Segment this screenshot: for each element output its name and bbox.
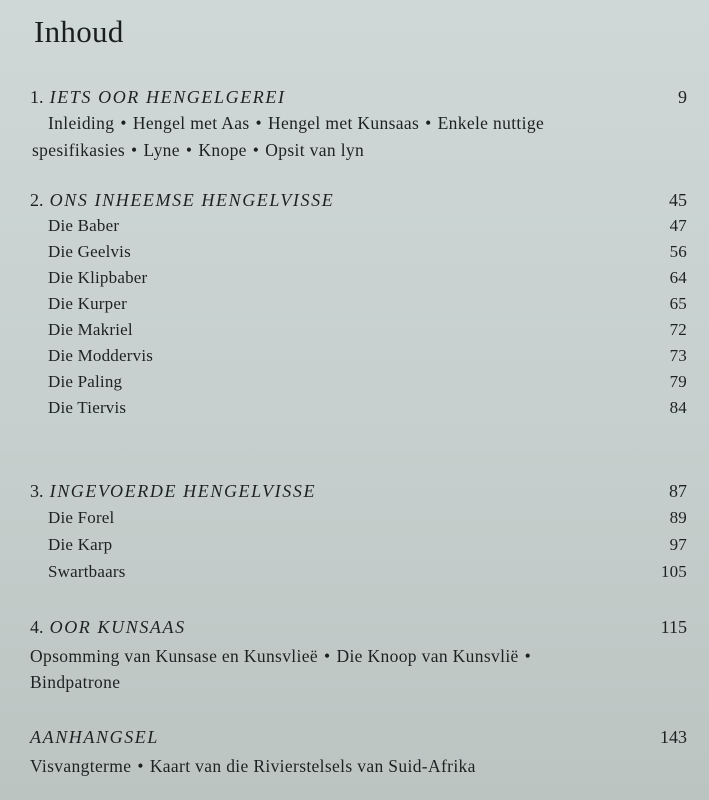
topic[interactable]: Kaart van die Rivierstelsels van Suid-Afrika xyxy=(149,756,476,776)
bullet-separator: • xyxy=(255,113,262,133)
entry-label: Die Tiervis xyxy=(48,398,127,417)
entry-page-number: 73 xyxy=(669,346,687,365)
entry-label: Die Baber xyxy=(48,216,120,235)
section-page-number: 115 xyxy=(660,617,687,637)
toc-entry[interactable] xyxy=(48,268,687,288)
section-title: OOR KUNSAAS xyxy=(49,617,186,637)
section-page-number: 45 xyxy=(669,190,687,210)
section-number: 3. xyxy=(30,481,44,501)
section-page-number: 9 xyxy=(678,87,687,107)
bullet-separator: • xyxy=(131,140,138,160)
entry-label: Swartbaars xyxy=(48,562,126,581)
topic[interactable]: Opsit van lyn xyxy=(265,140,365,160)
entry-page-number: 72 xyxy=(669,320,687,339)
section-title: AANHANGSEL xyxy=(30,727,160,747)
bullet-separator: • xyxy=(137,756,144,776)
section-title: IETS OOR HENGELGEREI xyxy=(49,87,286,107)
entry-label: Die Klipbaber xyxy=(48,268,148,287)
topic[interactable]: Hengel met Kunsaas xyxy=(268,113,420,133)
toc-entry[interactable] xyxy=(48,535,687,555)
entry-label: Die Forel xyxy=(48,508,115,527)
entry-page-number: 97 xyxy=(669,535,687,554)
toc-entry[interactable] xyxy=(48,562,687,582)
entry-page-number: 56 xyxy=(669,242,687,261)
entry-label: Die Kurper xyxy=(48,294,127,313)
entry-label: Die Paling xyxy=(48,372,123,391)
bullet-separator: • xyxy=(524,646,532,666)
page-title: Inhoud xyxy=(34,14,124,49)
section-title: ONS INHEEMSE HENGELVISSE xyxy=(49,190,335,210)
toc-entry[interactable] xyxy=(48,320,687,340)
entry-label: Die Geelvis xyxy=(48,242,131,261)
entry-page-number: 84 xyxy=(669,398,687,417)
section-page-number: 87 xyxy=(669,481,687,501)
section-page-number: 143 xyxy=(660,727,687,747)
topic-line xyxy=(30,669,120,695)
toc-entry[interactable] xyxy=(48,294,687,314)
toc-entry[interactable] xyxy=(48,242,687,262)
topic[interactable]: Knope xyxy=(198,140,247,160)
bullet-separator: • xyxy=(323,646,331,666)
topic[interactable]: Inleiding xyxy=(48,113,115,133)
section-number: 1. xyxy=(30,87,44,107)
entry-label: Die Karp xyxy=(48,535,113,554)
entry-page-number: 47 xyxy=(669,216,687,235)
entry-page-number: 79 xyxy=(669,372,687,391)
bullet-separator: • xyxy=(425,113,432,133)
section-number: 2. xyxy=(30,190,44,210)
bullet-separator: • xyxy=(120,113,127,133)
toc-entry[interactable] xyxy=(48,398,687,418)
section-heading[interactable] xyxy=(30,190,687,211)
section-heading[interactable] xyxy=(30,727,687,748)
section-heading[interactable] xyxy=(30,87,687,108)
section-number: 4. xyxy=(30,617,44,637)
entry-page-number: 65 xyxy=(669,294,687,313)
topic-line xyxy=(30,643,537,669)
topic[interactable]: Opsomming van Kunsase en Kunsvlieë xyxy=(30,646,318,666)
toc-entry[interactable] xyxy=(48,508,687,528)
topic-line xyxy=(30,753,476,779)
topic[interactable]: Bindpatrone xyxy=(30,672,121,692)
section-heading[interactable] xyxy=(30,481,687,502)
entry-label: Die Moddervis xyxy=(48,346,154,365)
toc-entry[interactable] xyxy=(48,346,687,366)
entry-page-number: 105 xyxy=(660,562,687,581)
bullet-separator: • xyxy=(252,140,260,160)
topic[interactable]: spesifikasies xyxy=(32,140,126,160)
topic[interactable]: Hengel met Aas xyxy=(132,113,250,133)
entry-page-number: 89 xyxy=(669,508,687,527)
entry-label: Die Makriel xyxy=(48,320,133,339)
topic[interactable]: Enkele nuttige xyxy=(437,113,545,133)
topic[interactable]: Visvangterme xyxy=(30,756,132,776)
toc-entry[interactable] xyxy=(48,372,687,392)
toc-entry[interactable] xyxy=(48,216,687,236)
topic[interactable]: Die Knoop van Kunsvlië xyxy=(336,646,519,666)
section-title: INGEVOERDE HENGELVISSE xyxy=(49,481,317,501)
topic-line xyxy=(48,110,544,136)
entry-page-number: 64 xyxy=(669,268,687,287)
section-heading[interactable] xyxy=(30,617,687,638)
bullet-separator: • xyxy=(185,140,193,160)
topic-line xyxy=(32,137,364,163)
topic[interactable]: Lyne xyxy=(143,140,180,160)
